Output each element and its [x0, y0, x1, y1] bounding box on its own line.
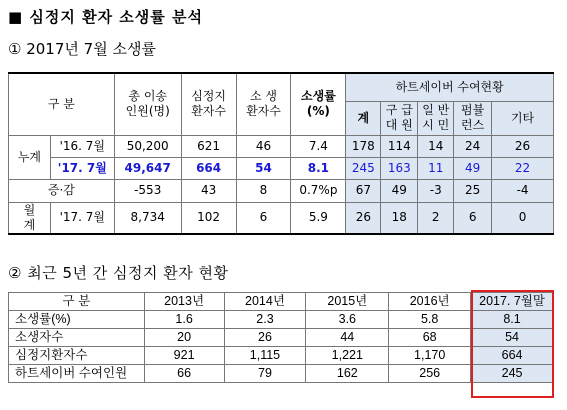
- monthly-label: 월 계: [9, 202, 51, 234]
- table-row: 심정지환자수 921 1,115 1,221 1,170 664: [9, 347, 554, 365]
- page-title: ■ 심정지 환자 소생률 분석: [8, 8, 203, 26]
- table-header-row: 구 분 2013년 2014년 2015년 2016년 2017. 7월말: [9, 293, 554, 311]
- table-row: 월 계 '17. 7월 8,734 102 6 5.9 26 18 2 6 0: [9, 202, 554, 234]
- header-total: 총 이송 인원(명): [114, 73, 181, 135]
- header-arrest: 심정지 환자수: [181, 73, 236, 135]
- header-sum: 계: [346, 101, 381, 135]
- table-row: 증·감 -553 43 8 0.7%p 67 49 -3 25 -4: [9, 179, 554, 202]
- five-year-table: [8, 292, 554, 383]
- section2-heading: ② 최근 5년 간 심정지 환자 현황: [8, 264, 229, 282]
- cumulative-label: 누계: [9, 135, 51, 179]
- header-gubun: 구 분: [9, 73, 115, 135]
- table-row: 소생자수 20 26 44 68 54: [9, 329, 554, 347]
- header-citizen: 일 반 시 민: [418, 101, 454, 135]
- header-pumbulance: 펌뷸 런스: [454, 101, 492, 135]
- section1-heading: ① 2017년 7월 소생률: [8, 40, 156, 58]
- revival-rate-table: [8, 72, 554, 235]
- header-ems: 구 급 대 원: [381, 101, 418, 135]
- header-heartsaver: 하트세이버 수여현황: [346, 73, 554, 101]
- table-row-highlight: '17. 7월 49,647 664 54 8.1 245 163 11 49 22: [9, 157, 554, 179]
- header-gubun: 구 분: [9, 293, 145, 311]
- table-row: 하트세이버 수여인원 66 79 162 256 245: [9, 365, 554, 383]
- header-etc: 기타: [492, 101, 554, 135]
- table-row: 소생률(%) 1.6 2.3 3.6 5.8 8.1: [9, 311, 554, 329]
- header-rate: 소생률 (%): [291, 73, 346, 135]
- table-row: 누계 '16. 7월 50,200 621 46 7.4 178 114 14 24 26: [9, 135, 554, 157]
- header-revived: 소 생 환자수: [236, 73, 291, 135]
